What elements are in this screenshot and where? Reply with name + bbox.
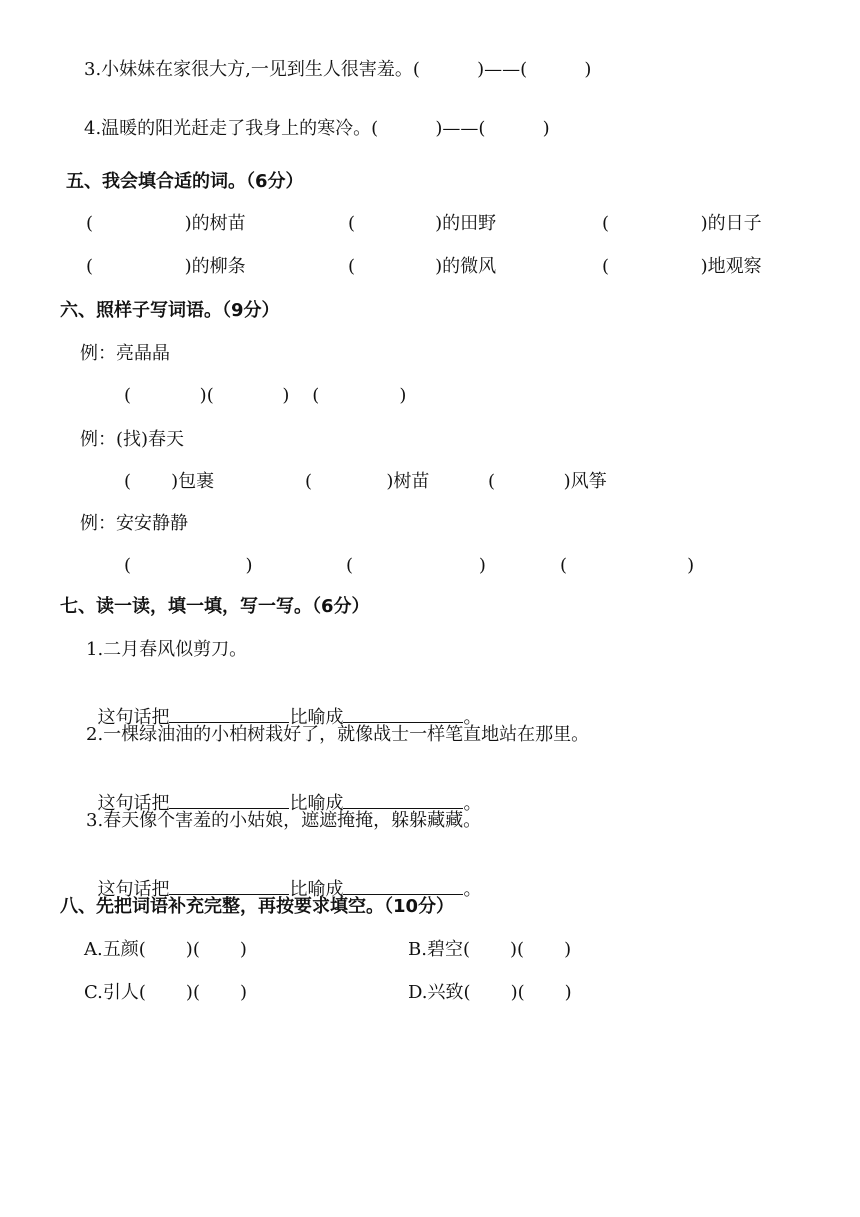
suffix-text: 。 — [463, 879, 482, 900]
section6-heading: 六、照样子写词语。（9分） — [60, 300, 280, 321]
answer-blank[interactable] — [343, 790, 463, 809]
prefix-text: 这句话把 — [97, 793, 170, 814]
fill-item[interactable]: B.碧空( )( ) — [408, 939, 572, 960]
sentence: 2.一棵绿油油的小柏树栽好了，就像战士一样笔直地站在那里。 — [86, 724, 590, 745]
prefix-text: 这句话把 — [97, 879, 170, 900]
answer-blank[interactable] — [169, 704, 289, 723]
answer-blank[interactable] — [343, 876, 463, 895]
sentence: 3.春天像个害羞的小姑娘，遮遮掩掩，躲躲藏藏。 — [86, 810, 482, 831]
fill-item[interactable]: ( )的日子 — [602, 213, 762, 234]
fill-item[interactable]: ( )的微风 — [348, 256, 497, 277]
fill-item[interactable]: C.引人( )( ) — [84, 982, 248, 1003]
answer-blanks[interactable]: ( )( ) ( ) — [124, 385, 407, 406]
fill-item[interactable]: ( ) — [346, 555, 486, 576]
middle-text: 比喻成 — [289, 707, 344, 728]
fill-item[interactable]: ( )地观察 — [602, 256, 762, 277]
fill-item[interactable]: ( )包裹 — [124, 471, 215, 492]
middle-text: 比喻成 — [289, 879, 344, 900]
section5-heading: 五、我会填合适的词。（6分） — [66, 171, 304, 192]
section8-heading: 八、先把词语补充完整，再按要求填空。（10分） — [60, 896, 455, 917]
fill-item[interactable]: ( )风筝 — [488, 471, 607, 492]
sentence: 1.二月春风似剪刀。 — [86, 639, 248, 660]
section7-heading: 七、读一读，填一填，写一写。（6分） — [60, 596, 370, 617]
example-label: 例：(找)春天 — [80, 429, 185, 450]
middle-text: 比喻成 — [289, 793, 344, 814]
fill-item[interactable]: ( )的田野 — [348, 213, 497, 234]
question-3: 3.小妹妹在家很大方,一见到生人很害羞。( )——( ) — [84, 59, 592, 80]
fill-item[interactable]: ( )的树苗 — [86, 213, 246, 234]
fill-item[interactable]: ( ) — [124, 555, 253, 576]
question-4: 4.温暖的阳光赶走了我身上的寒冷。( )——( ) — [84, 118, 550, 139]
fill-item[interactable]: ( ) — [560, 555, 695, 576]
example-label: 例：安安静静 — [80, 513, 188, 534]
fill-item[interactable]: ( )树苗 — [305, 471, 430, 492]
answer-blank[interactable] — [169, 790, 289, 809]
example-label: 例：亮晶晶 — [80, 343, 170, 364]
suffix-text: 。 — [463, 707, 482, 728]
fill-item[interactable]: A.五颜( )( ) — [84, 939, 247, 960]
answer-blank[interactable] — [343, 704, 463, 723]
fill-item[interactable]: ( )的柳条 — [86, 256, 246, 277]
fill-item[interactable]: D.兴致( )( ) — [408, 982, 572, 1003]
answer-blank[interactable] — [169, 876, 289, 895]
suffix-text: 。 — [463, 793, 482, 814]
prefix-text: 这句话把 — [97, 707, 170, 728]
